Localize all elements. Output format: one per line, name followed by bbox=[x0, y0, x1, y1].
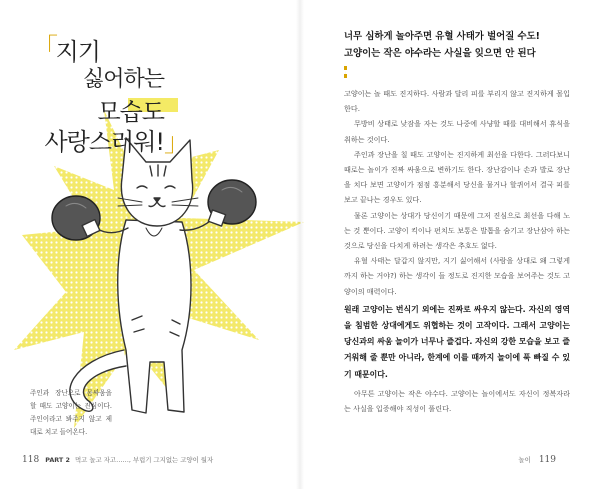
running-head: 먹고 놀고 자고……, 부럽기 그지없는 고양이 월자 bbox=[75, 456, 214, 464]
dotted-marker bbox=[344, 66, 351, 78]
section-heading-line-1: 너무 심하게 놀아주면 유혈 사태가 벌어질 수도! bbox=[344, 31, 540, 42]
headline-line-2: 싫어하는 bbox=[82, 67, 164, 92]
right-folio bbox=[518, 455, 556, 465]
paragraph: 유혈 사태는 달갑지 않지만, 지기 싫어해서 (사람을 상대로 왜 그렇게까지 하는 거야?) 하는 생각이 들 정도로 진지한 모습을 보여주는 것도 고양이의 매력이다. bbox=[344, 256, 570, 296]
headline-line-4: 사랑스러워! bbox=[44, 128, 164, 156]
right-page bbox=[300, 0, 600, 489]
left-folio bbox=[22, 455, 213, 465]
paragraph: 물론 고양이는 상대가 당신이기 때문에 그저 진심으로 최선을 다해 노는 것 뿐이다. 고양이 킥이나 펀치도 보통은 발톱을 숨기고 장난삼아 하는 것으로 당신을 다치게 하려는 생각은 추호도 없다. bbox=[344, 210, 570, 251]
headline-line-3: 모습도 bbox=[97, 98, 164, 126]
headline-line-1: 지기 bbox=[55, 38, 100, 66]
section-label: 놀이 bbox=[518, 456, 531, 464]
body-text bbox=[344, 86, 570, 416]
section-heading bbox=[344, 28, 574, 62]
headline-open-bracket: 「 bbox=[32, 34, 59, 64]
paragraph: 고양이는 놀 때도 진지하다. 사람과 달리 피를 부리지 않고 진지하게 몰입한다. bbox=[344, 89, 570, 114]
left-page-number: 118 bbox=[22, 455, 40, 465]
paragraph: 주인과 장난을 칠 때도 고양이는 진지하게 최선을 다한다. 그러다보니 때로는 놀이가 진짜 싸움으로 변하기도 한다. 장난감이나 손과 발로 장난을 치다 보면 고양이가 점점 흥분해서 당신을 물거나 할퀴어서 결국 피를 보고 끝나는 경우도 있다. bbox=[344, 149, 570, 205]
section-heading-line-2: 고양이는 작은 야수라는 사실을 잊으면 안 된다 bbox=[344, 48, 536, 59]
part-label: PART 2 bbox=[45, 456, 70, 464]
emphasis-paragraph: 원래 고양이는 번식기 외에는 진짜로 싸우지 않는다. 자신의 영역을 침범한 상대에게도 위협하는 것이 고작이다. 그래서 고양이는 당신과의 싸움 놀이가 너무나 즐겁다. 자신의 강한 모습을 보고 즐거워해 줄 뿐만 아니라, 한계에 이를 때까지 놀이에 푹 빠질 수 있기 때문이다. bbox=[344, 304, 570, 379]
right-page-number: 119 bbox=[538, 455, 556, 465]
headline-close-bracket: 」 bbox=[164, 128, 191, 158]
closing-paragraph: 아무튼 고양이는 작은 야수다. 고양이는 놀이에서도 자신이 정복자라는 사실을 입증해야 직성이 풀린다. bbox=[344, 388, 570, 414]
paragraph: 무방비 상태로 낮잠을 자는 것도 나중에 사냥할 때를 대비해서 휴식을 취하는 것이다. bbox=[344, 119, 570, 144]
image-caption: 주인과 장난으로 몸싸움을 할 때도 고양이는 진심이다. 주인이라고 봐주지 않고 제대로 치고 들어온다. bbox=[30, 388, 112, 436]
